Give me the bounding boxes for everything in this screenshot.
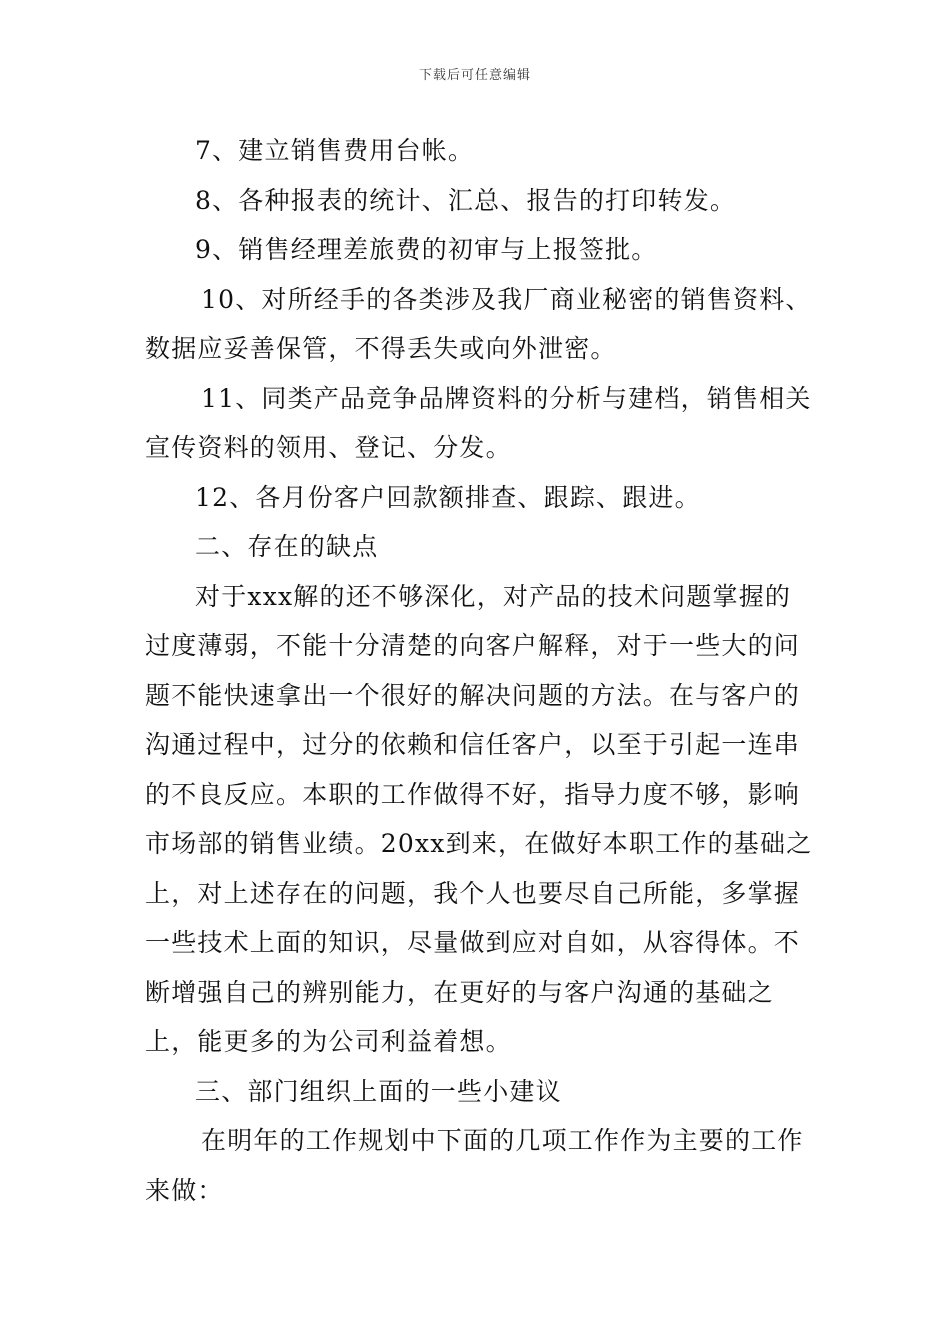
list-item-9: 9、销售经理差旅费的初审与上报签批。: [195, 235, 658, 264]
list-item-8: 8、各种报表的统计、汇总、报告的打印转发。: [195, 185, 737, 215]
body-paragraph-shortcomings: 对于xxx解的还不够深化，对产品的技术问题掌握的过度薄弱，不能十分清楚的向客户解释，对于一些大的问题不能快速拿出一个很好的解决问题的方法。在与客户的沟通过程中，过分的依赖和信任客户，以至于引起一连串的不良反应。本职的工作做得不好，指导力度不够，影响市场部的销售业绩。20xx到来，在做好本职工作的基础之上，对上述存在的问题，我个人也要尽自己所能，多掌握一些技术上面的知识，尽量做到应对自如，从容得体。不断增强自己的辨别能力，在更好的与客户沟通的基础之上，能更多的为公司利益着想。: [145, 581, 813, 1056]
body-paragraph-plan: 在明年的工作规划中下面的几项工作作为主要的工作来做：: [145, 1126, 804, 1205]
section-heading-suggestions: 三、部门组织上面的一些小建议: [195, 1076, 562, 1106]
list-item-11: 11、同类产品竞争品牌资料的分析与建档，销售相关宣传资料的领用、登记、分发。: [145, 383, 812, 462]
section-heading-shortcomings: 二、存在的缺点: [195, 532, 379, 561]
document-body: [145, 126, 815, 1215]
page-header: 下载后可任意编辑: [418, 68, 531, 83]
list-item-7: 7、建立销售费用台帐。: [195, 136, 475, 165]
list-item-12: 12、各月份客户回款额排查、跟踪、跟进。: [195, 482, 701, 512]
list-item-10: 10、对所经手的各类涉及我厂商业秘密的销售资料、数据应妥善保管，不得丢失或向外泄密。: [145, 284, 812, 363]
